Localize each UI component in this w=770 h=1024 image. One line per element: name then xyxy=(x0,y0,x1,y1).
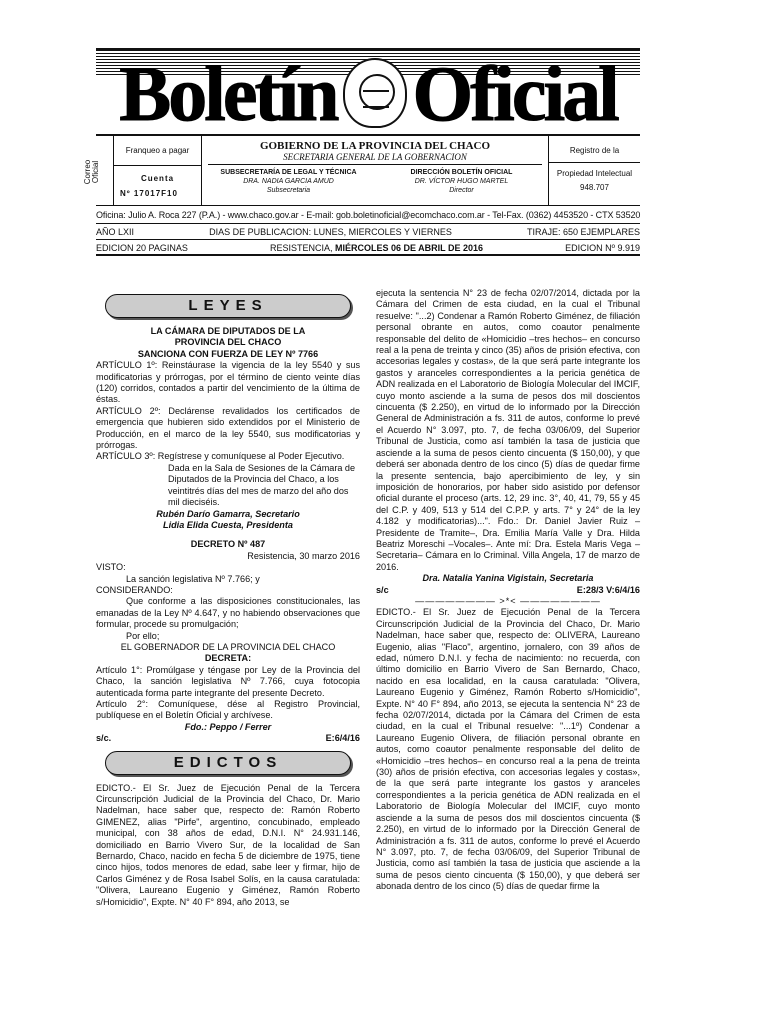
decreto-art1: Artículo 1°: Promúlgase y téngase por Ley de la Provincia del Chaco, la sanción legislativa Nº 7.766, cuya fotocopia autenticada forma parte integrante del presente Decreto. xyxy=(96,664,360,698)
decreto-fecha: Resistencia, 30 marzo 2016 xyxy=(247,550,360,561)
cuenta-label: Cuenta xyxy=(140,174,175,183)
franqueo-box xyxy=(114,136,202,205)
registro-number: 948.707 xyxy=(580,183,609,192)
title-right: Oficial xyxy=(412,50,617,137)
leyes-heading: LEYES xyxy=(105,294,351,318)
city-label: RESISTENCIA, xyxy=(269,243,335,253)
separator: ———————— >*< ———————— xyxy=(415,595,601,606)
tiraje: TIRAJE: 650 EJEMPLARES xyxy=(526,227,640,237)
gobernador-line: EL GOBERNADOR DE LA PROVINCIA DEL CHACO xyxy=(120,641,336,652)
fdo-line: Fdo.: Peppo / Ferrer xyxy=(184,721,272,732)
direccion-title: DIRECCIÓN BOLETÍN OFICIAL xyxy=(410,169,513,176)
propiedad-label: Propiedad Intelectual xyxy=(556,169,633,178)
edictos-heading: EDICTOS xyxy=(105,751,351,775)
sc-date: E:28/3 V:6/4/16 xyxy=(576,584,640,595)
government-block xyxy=(202,136,548,205)
gov-subtitle: SECRETARIA GENERAL DE LA GOBERNACION xyxy=(208,152,542,165)
dada-text: Dada en la Sala de Sesiones de la Cámara de Diputados de la Provincia del Chaco, a los veintitrés días del mes de marzo del año dos mil dieciséis. xyxy=(168,462,356,508)
subsecretaria-role: Subsecretaria xyxy=(266,187,311,194)
left-column xyxy=(96,288,360,908)
sc-label: s/c. xyxy=(96,733,112,744)
sc-line xyxy=(96,733,360,744)
subsecretaria-name: DRA. NADIA GARCIA AMUD xyxy=(243,178,334,185)
document-page xyxy=(83,48,641,1008)
oficial-label: Oficial xyxy=(91,160,101,184)
considerando-label: CONSIDERANDO: xyxy=(96,584,173,595)
title-left: Boletín xyxy=(119,50,337,137)
direccion-block xyxy=(375,168,548,195)
ley-header-2: PROVINCIA DEL CHACO xyxy=(174,337,282,348)
considerando-text: Que conforme a las disposiciones constitucionales, las emanadas de la Ley Nº 4.647, y no habiendo observaciones que formular, procede su promulgación; xyxy=(96,596,360,630)
visto-label: VISTO: xyxy=(96,562,126,573)
edicion-numero: EDICION Nº 9.919 xyxy=(565,243,640,253)
ley-header-1: LA CÁMARA DE DIPUTADOS DE LA xyxy=(150,326,306,336)
seal-icon xyxy=(343,58,407,128)
sc-line-right xyxy=(376,585,640,596)
firma-secretaria: Dra. Natalia Yanina Vigistain, Secretaria xyxy=(422,573,594,584)
masthead xyxy=(96,48,640,137)
contact-line: Oficina: Julio A. Roca 227 (P.A.) - www.chaco.gov.ar - E-mail: gob.boletinoficial@ecomchaco.com.ar - Tel-Fax. (0362) 4453520 - CTX 53520 xyxy=(96,206,640,224)
masthead-title xyxy=(96,50,640,137)
franqueo-label: Franqueo a pagar xyxy=(114,136,201,166)
sc-label: s/c xyxy=(376,584,389,595)
correo-oficial xyxy=(83,136,114,205)
edicto-1-cont: ejecuta la sentencia N° 23 de fecha 02/07/2014, dictada por la Cámara del Crimen de esta ciudad, en la cual el Tribunal resuelve: "...2) Condenar a Ramón Roberto Giménez, de filiación personal obrante en autos, como coautor penalmente responsable del delito de «Homicidio –tres hechos– en concurso real a la pena de treinta y cinco (35) años de prisión efectiva, con accesorias legales y costas», de la que será parte integrante los gastos y aranceles correspondientes a la pericia genética de ADN realizada en el Laboratorio de Biología Molecular del IMCIF, cuyo monto asciende a la suma de pesos dos mil doscientos cincuenta ($ 2.250), en virtud de lo informado por la Dirección General de Administración a fs. 311 de autos, conforme lo prevé el Acuerdo N° 3.097, pto. 7, de fecha 03/06/09, del Superior Tribunal de Justicia, como así también la tasa de justicia que asciende a la suma de pesos ciento cincuenta ($ 150,00), y que deberá ser abonada dentro de los cinco (5) días de quedar firme la presente sentencia, bajo apercibimiento de ley, y sin imposición de honorarios, por haber sido asistido por defensor oficial durante el proceso (arts. 12, 29 inc. 3°, 40, 41, 79, 55 y 45 del C.P. y 409, 513 y 514 del C.P.P. y arts. 7° y 24° de la ley 4.182 y modificatorias)...". Fdo.: Dr. Daniel Javier Ruiz –Presidente de Tramite–, Dra. Emilia María Valle y Dra. Hilda Beatriz Moreschi –Vocales–. Ante mí: Dra. Estela Maris Vega –Secretaria– Cámara en lo Criminal. Villa Angela, 17 de marzo de 2016. xyxy=(376,288,640,572)
paginas: EDICION 20 PAGINAS xyxy=(96,243,188,253)
decreto-art2: Artículo 2°: Comuníquese, dése al Registro Provincial, publíquese en el Boletín Oficial y archívese. xyxy=(96,699,360,721)
articulo-1: ARTÍCULO 1º: Reinstáurase la vigencia de la ley 5540 y sus modificatorias y prórrogas, por el término de ciento veinte días (120) corridos, contados a partir del vencimiento de la última de éstas. xyxy=(96,360,360,405)
edicto-1: EDICTO.- El Sr. Juez de Ejecución Penal de la Tercera Circunscripción Judicial de la Provincia del Chaco, Dr. Mario Nadelman, hace saber que, respecto de: Ramón Roberto GIMENEZ, alias "Pirfe", argentino, concubinado, empleado municipal, con 38 años de edad, D.N.I. N° 24.931.146, domiciliado en Barrio Vivero Sur, de la localidad de San Bernardo, Chaco, nacido en fecha 5 de diciembre de 1975, tiene cinco hijos, todos menores de edad, sabe leer y firmar, hijo de Carlos Giménez y de Rosa Isabel Solís, en la causa caratulada: "Olivera, Laureano Eugenio y Giménez, Ramón Roberto s/Homicidio", Expte. N° 40 F° 894, año 2013, se xyxy=(96,782,360,907)
gov-title: GOBIERNO DE LA PROVINCIA DEL CHACO xyxy=(259,140,491,152)
decreto-title: DECRETO Nº 487 xyxy=(190,539,266,550)
header-box xyxy=(83,134,640,206)
sc-date: E:6/4/16 xyxy=(325,733,360,744)
por-ello: Por ello; xyxy=(126,630,160,641)
edition-bar xyxy=(96,240,640,256)
ley-header-3: SANCIONA CON FUERZA DE LEY Nº 7766 xyxy=(137,348,319,359)
fecha-edicion xyxy=(270,240,483,254)
right-column xyxy=(376,288,640,893)
correo-label: Correo xyxy=(83,159,93,185)
subsecretaria-block xyxy=(202,168,375,195)
articulo-3: ARTÍCULO 3º: Regístrese y comuníquese al Poder Ejecutivo. xyxy=(96,451,345,462)
content-columns xyxy=(96,288,640,998)
registro-label: Registro de la xyxy=(569,146,620,155)
cuenta-number: Nº 17017F10 xyxy=(120,189,178,198)
anio: AÑO LXII xyxy=(96,227,135,237)
firma-presidenta: Lidia Elida Cuesta, Presidenta xyxy=(163,519,293,530)
firma-secretario: Rubén Darío Gamarra, Secretario xyxy=(156,508,300,519)
decreta-label: DECRETA: xyxy=(204,653,252,664)
articulo-2: ARTÍCULO 2º: Declárense revalidados los certificados de emergencia que hubieren sido extendidos por el Ministerio de Producción, en el marco de la ley 5540, sus modificatorias y prórrogas. xyxy=(96,405,360,451)
subsecretaria-title: SUBSECRETARÍA DE LEGAL Y TÉCNICA xyxy=(220,169,357,176)
edicto-2: EDICTO.- El Sr. Juez de Ejecución Penal de la Tercera Circunscripción Judicial de la Provincia del Chaco, Dr. Mario Nadelman, hace saber que, respecto de: OLIVERA, Laureano Eugenio, alias "Flaco", argentino, jornalero, con 39 años de edad, número D.N.I. y fecha de nacimiento: no recuerda, con último domicilio en Barrio Vivero de San Bernardo, Chaco, nacido en esa localidad, en la causa caratulada: "Olivera, Laureano Eugenio y Giménez, Ramón Roberto s/Homicidio", Expte. N° 40 F° 894, año 2013, se ejecuta la sentencia N° 23 de fecha 02/07/2014, dictada por la Cámara del Crimen de esta ciudad, en la cual el Tribunal resuelve: "...1º) Condenar a Laureano Eugenio Olivera, de filiación personal obrante en autos, como coautor penalmente responsable del delito de «Homicidio –tres hechos– en concurso real a la pena de treinta (30) años de prisión efectiva, con accesorias legales y costas», de la que será parte integrante los gastos y aranceles correspondientes a la pericia genética de ADN realizada en el Laboratorio de Biología Molecular del IMCIF, cuyo monto asciende a la suma de pesos dos mil doscientos cincuenta ($ 2.250), en virtud de lo informado por la Dirección General de Administración a fs. 311 de autos, conforme lo prevé el Acuerdo N° 3.097, pto. 7, de fecha 03/06/09, del Superior Tribunal de Justicia, como así también la tasa de justicia que asciende a la suma de pesos ciento cincuenta ($ 150,00), y que deberá ser abonada dentro de los cinco (5) días de quedar firme la xyxy=(376,607,640,892)
director-name: DR. VÍCTOR HUGO MARTEL xyxy=(414,178,509,185)
publication-bar xyxy=(96,224,640,240)
date-label: MIÉRCOLES 06 DE ABRIL DE 2016 xyxy=(335,243,484,253)
registro-box xyxy=(548,136,640,205)
visto-text: La sanción legislativa Nº 7.766; y xyxy=(126,573,260,584)
dias-publicacion: DIAS DE PUBLICACION: LUNES, MIERCOLES Y VIERNES xyxy=(209,227,452,237)
director-role: Director xyxy=(449,187,474,194)
